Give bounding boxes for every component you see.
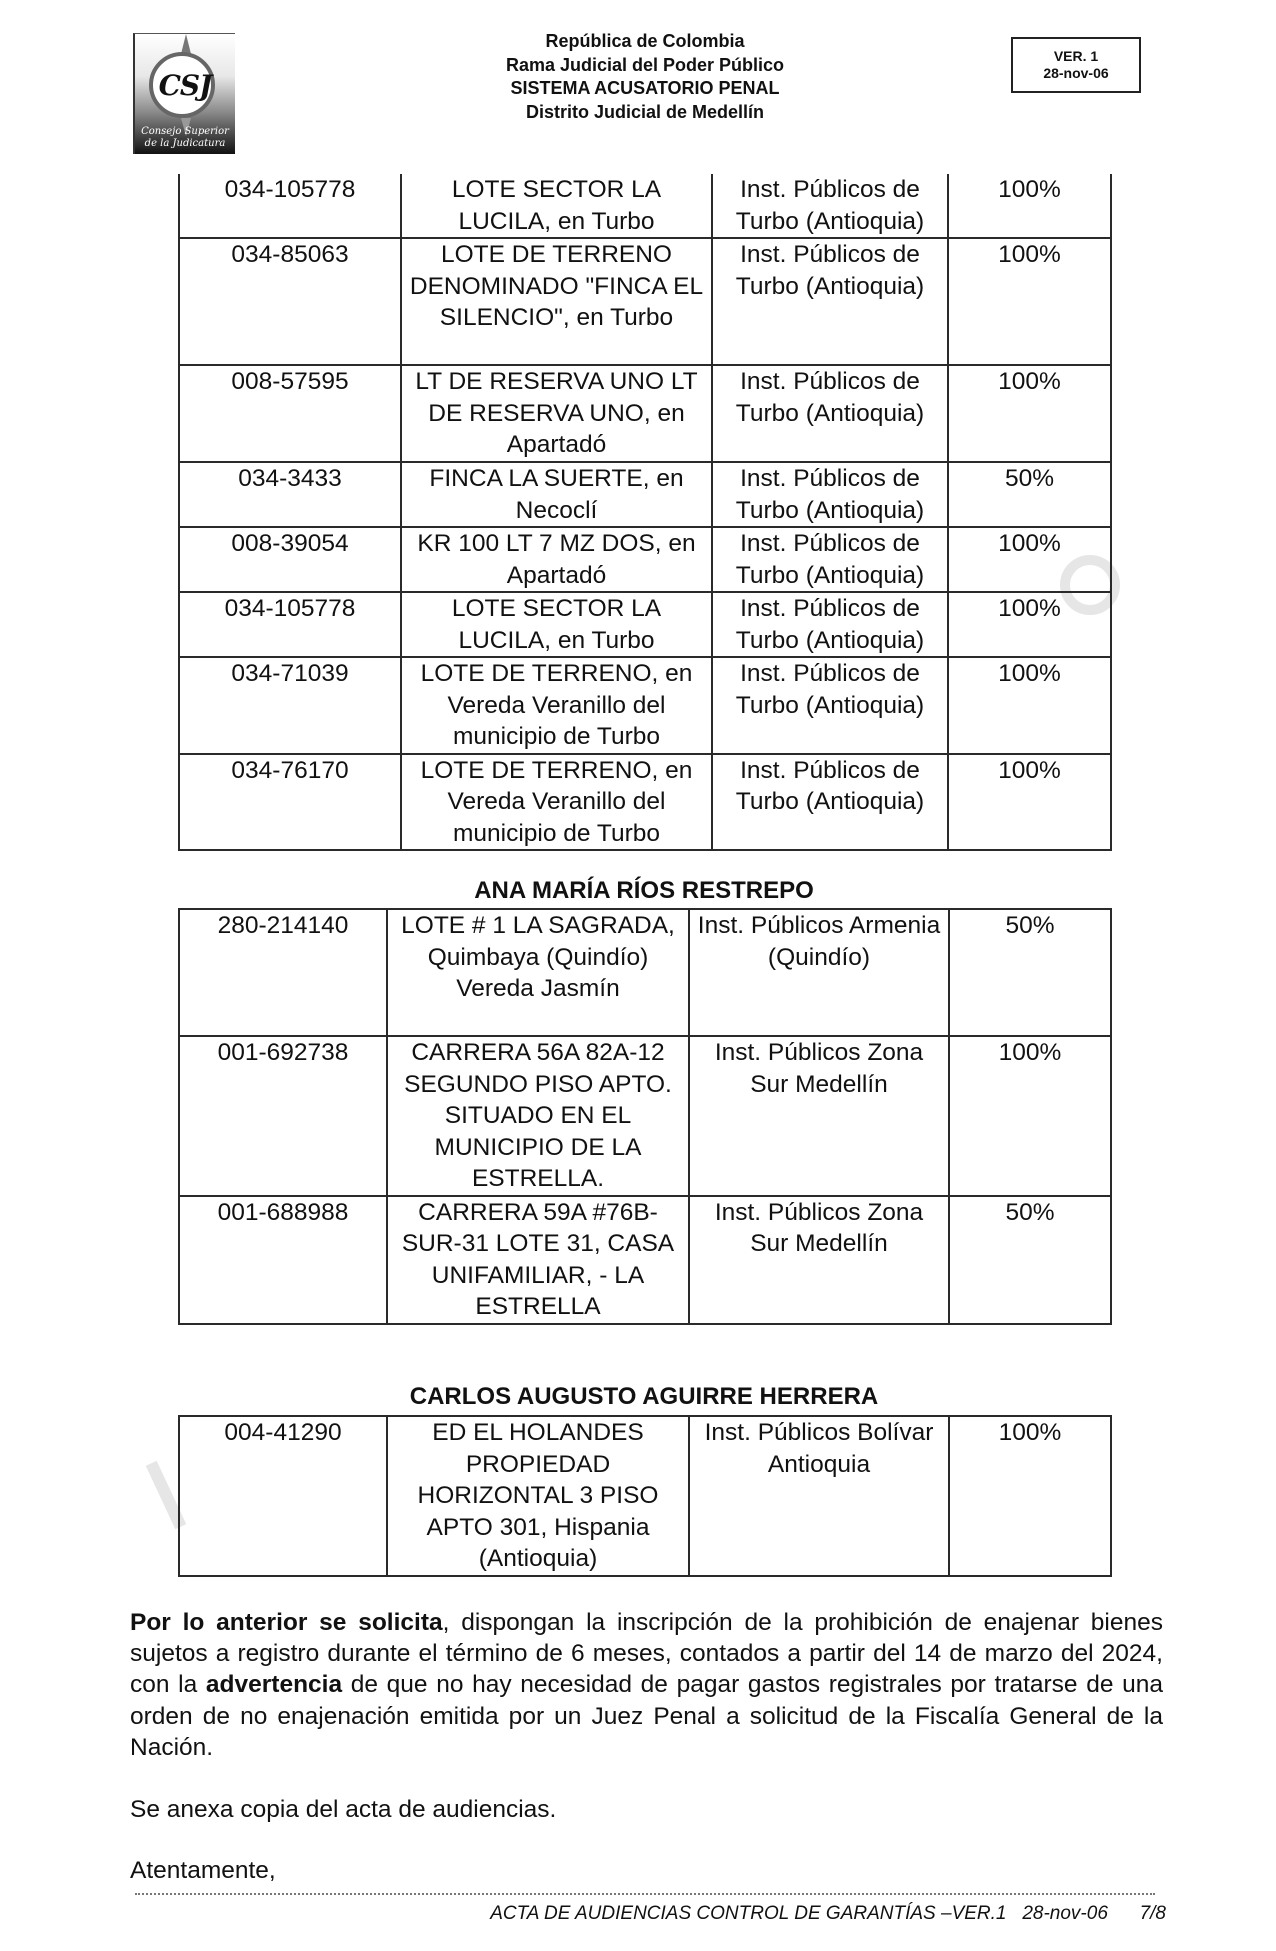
page-footer: [490, 1903, 1166, 1925]
document-header: [400, 30, 890, 124]
property-description-cell: KR 100 LT 7 MZ DOS, en Apartadó: [401, 527, 712, 592]
registration-number-cell: 034-85063: [179, 238, 401, 365]
property-description-cell: LOTE DE TERRENO, en Vereda Veranillo del municipio de Turbo: [401, 657, 712, 754]
property-table-2: [178, 908, 1112, 1325]
owner-heading-carlos-augusto: CARLOS AUGUSTO AGUIRRE HERRERA: [409, 1383, 879, 1410]
property-description-cell: CARRERA 59A #76B-SUR-31 LOTE 31, CASA UNIFAMILIAR, - LA ESTRELLA: [387, 1196, 689, 1324]
registration-number-cell: 034-76170: [179, 754, 401, 851]
warning-bold: advertencia: [205, 1671, 343, 1699]
table-row: [179, 174, 1111, 238]
ownership-percent-cell: 100%: [948, 592, 1111, 657]
header-line-4: Distrito Judicial de Medellín: [525, 101, 765, 122]
property-description-cell: LOTE # 1 LA SAGRADA, Quimbaya (Quindío) Vereda Jasmín: [387, 909, 689, 1036]
registration-number-cell: 034-71039: [179, 657, 401, 754]
property-description-cell: LOTE DE TERRENO DENOMINADO "FINCA EL SILENCIO", en Turbo: [401, 238, 712, 365]
registry-office-cell: Inst. Públicos Zona Sur Medellín: [689, 1196, 949, 1324]
owner-heading-ana-maria: ANA MARÍA RÍOS RESTREPO: [474, 877, 814, 904]
property-table-1: [178, 174, 1112, 851]
table-row: [179, 238, 1111, 365]
ownership-percent-cell: 100%: [948, 527, 1111, 592]
logo-monogram: CSJ: [158, 69, 212, 102]
registration-number-cell: 004-41290: [179, 1416, 387, 1576]
registry-office-cell: Inst. Públicos de Turbo (Antioquia): [712, 527, 948, 592]
registry-office-cell: Inst. Públicos de Turbo (Antioquia): [712, 462, 948, 527]
logo-caption-2: de la Judicatura: [144, 138, 226, 149]
table-row: [179, 657, 1111, 754]
registration-number-cell: 001-688988: [179, 1196, 387, 1324]
header-line-3: SISTEMA ACUSATORIO PENAL: [510, 78, 780, 98]
table-row: [179, 1036, 1111, 1196]
closing-line: Atentamente,: [130, 1857, 276, 1884]
registration-number-cell: 001-692738: [179, 1036, 387, 1196]
ownership-percent-cell: 100%: [948, 174, 1111, 238]
ownership-percent-cell: 50%: [949, 909, 1111, 1036]
request-text-1: , dispongan la inscripción de la prohibición de enajenar bienes sujetos a registro durante el término de 6 meses, contados a partir del 14 de marzo del 2024, con la: [130, 1609, 1163, 1699]
ownership-percent-cell: 50%: [949, 1196, 1111, 1324]
registry-office-cell: Inst. Públicos de Turbo (Antioquia): [712, 592, 948, 657]
property-description-cell: ED EL HOLANDES PROPIEDAD HORIZONTAL 3 PISO APTO 301, Hispania (Antioquia): [387, 1416, 689, 1576]
version-box: [1011, 37, 1141, 93]
version-label: VER. 1: [1053, 48, 1099, 64]
table-row: [179, 462, 1111, 527]
logo-caption-1: Consejo Superior: [141, 126, 229, 137]
property-description-cell: LOTE SECTOR LA LUCILA, en Turbo: [401, 592, 712, 657]
property-description-cell: LT DE RESERVA UNO LT DE RESERVA UNO, en Apartadó: [401, 365, 712, 462]
table-row: [179, 365, 1111, 462]
registry-office-cell: Inst. Públicos de Turbo (Antioquia): [712, 174, 948, 238]
version-date: 28-nov-06: [1043, 65, 1109, 81]
property-description-cell: FINCA LA SUERTE, en Necoclí: [401, 462, 712, 527]
table-row: [179, 1196, 1111, 1324]
registration-number-cell: 034-3433: [179, 462, 401, 527]
registration-number-cell: 034-105778: [179, 592, 401, 657]
table-row: [179, 592, 1111, 657]
compass-needle-icon: [181, 34, 191, 54]
request-text-2: de que no hay necesidad de pagar gastos registrales por tratarse de una orden de no enajenación emitida por un Juez Penal a solicitud de la Fiscalía General de la Nación.: [130, 1671, 1164, 1761]
registry-office-cell: Inst. Públicos de Turbo (Antioquia): [712, 657, 948, 754]
ownership-percent-cell: 100%: [949, 1036, 1111, 1196]
footer-date: 28-nov-06: [1022, 1903, 1108, 1924]
registry-office-cell: Inst. Públicos Zona Sur Medellín: [689, 1036, 949, 1196]
request-bold: Por lo anterior se solicita: [130, 1609, 443, 1636]
ownership-percent-cell: 100%: [948, 238, 1111, 365]
page-number: 7/8: [1139, 1903, 1166, 1924]
registry-office-cell: Inst. Públicos de Turbo (Antioquia): [712, 238, 948, 365]
registry-office-cell: Inst. Públicos Armenia (Quindío): [689, 909, 949, 1036]
registration-number-cell: 008-57595: [179, 365, 401, 462]
ownership-percent-cell: 100%: [948, 657, 1111, 754]
property-description-cell: LOTE SECTOR LA LUCILA, en Turbo: [401, 174, 712, 238]
registration-number-cell: 008-39054: [179, 527, 401, 592]
ownership-percent-cell: 50%: [948, 462, 1111, 527]
request-paragraph: [130, 1607, 1163, 1763]
registration-number-cell: 280-214140: [179, 909, 387, 1036]
ownership-percent-cell: 100%: [949, 1416, 1111, 1576]
header-line-1: República de Colombia: [545, 31, 745, 51]
header-line-2: Rama Judicial del Poder Público: [505, 54, 785, 75]
table-row: [179, 909, 1111, 1036]
table-row: [179, 527, 1111, 592]
registry-office-cell: Inst. Públicos Bolívar Antioquia: [689, 1416, 949, 1576]
registration-number-cell: 034-105778: [179, 174, 401, 238]
registry-office-cell: Inst. Públicos de Turbo (Antioquia): [712, 754, 948, 851]
registry-office-cell: Inst. Públicos de Turbo (Antioquia): [712, 365, 948, 462]
footer-title: ACTA DE AUDIENCIAS CONTROL DE GARANTÍAS –VER.1: [490, 1903, 1007, 1924]
ownership-percent-cell: 100%: [948, 365, 1111, 462]
table-row: [179, 1416, 1111, 1576]
annex-line: Se anexa copia del acta de audiencias.: [130, 1796, 557, 1823]
csj-logo: [133, 33, 235, 154]
ownership-percent-cell: 100%: [948, 754, 1111, 851]
footer-divider: [135, 1893, 1155, 1895]
table-row: [179, 754, 1111, 851]
property-description-cell: CARRERA 56A 82A-12 SEGUNDO PISO APTO. SITUADO EN EL MUNICIPIO DE LA ESTRELLA.: [387, 1036, 689, 1196]
property-table-3: [178, 1415, 1112, 1577]
property-description-cell: LOTE DE TERRENO, en Vereda Veranillo del municipio de Turbo: [401, 754, 712, 851]
